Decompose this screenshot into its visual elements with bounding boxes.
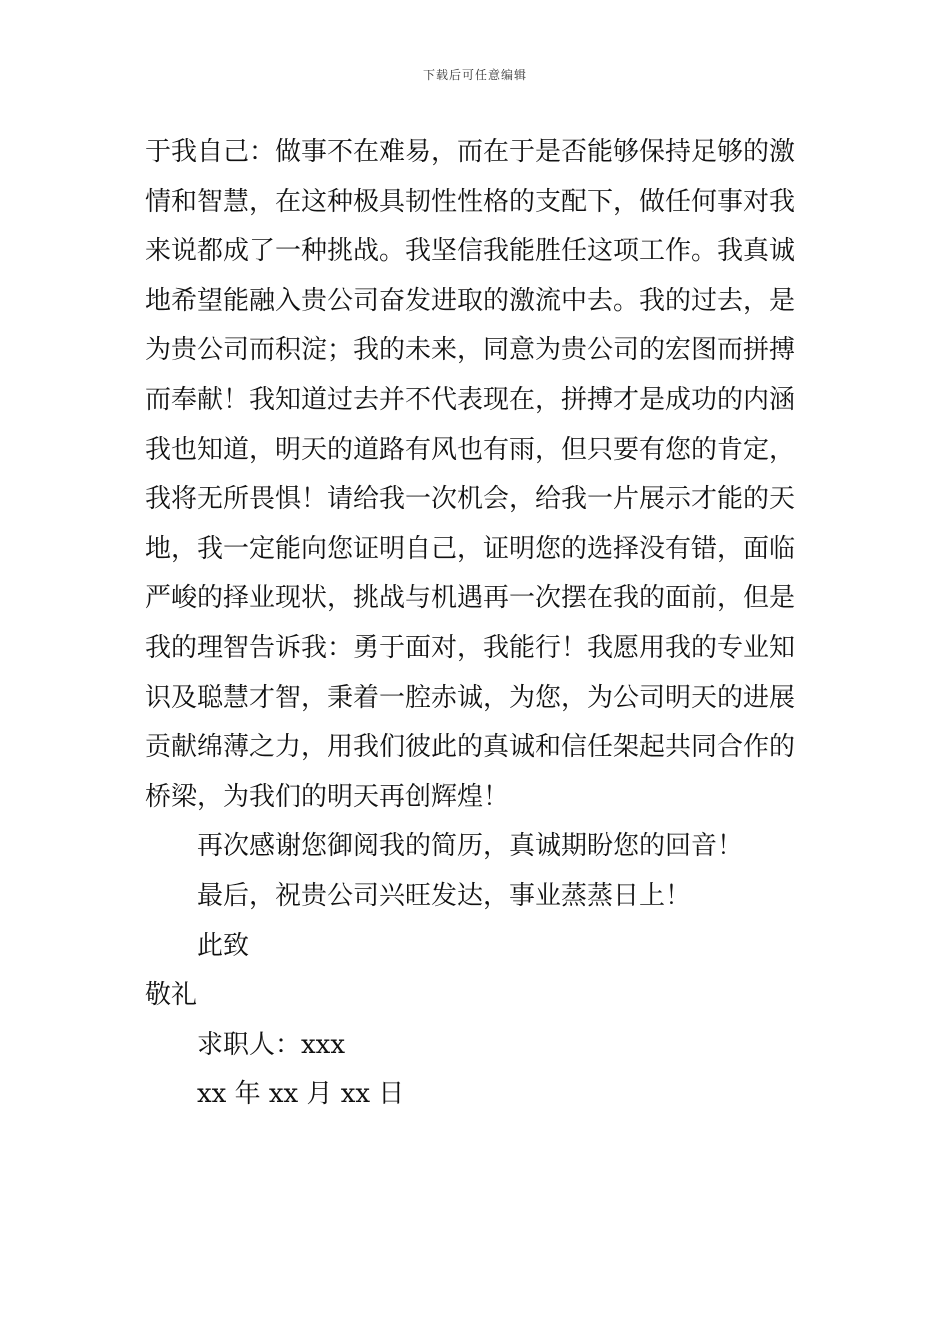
paragraph-line: 识及聪慧才智，秉着一腔赤诚，为您，为公司明天的进展 bbox=[145, 682, 796, 713]
paragraph-line: 地希望能融入贵公司奋发进取的激流中去。我的过去，是 bbox=[145, 285, 796, 316]
paragraph-line: 我将无所畏惧！请给我一次机会，给我一片展示才能的天 bbox=[145, 484, 796, 515]
paragraph-line: 地，我一定能向您证明自己，证明您的选择没有错，面临 bbox=[145, 533, 796, 564]
wishes-line: 最后，祝贵公司兴旺发达，事业蒸蒸日上！ bbox=[197, 880, 692, 911]
page-header: 下载后可任意编辑 bbox=[422, 68, 527, 82]
paragraph-line: 为贵公司而积淀；我的未来，同意为贵公司的宏图而拼搏 bbox=[145, 335, 796, 366]
letter-body bbox=[145, 128, 807, 1120]
paragraph-line: 贡献绵薄之力，用我们彼此的真诚和信任架起共同合作的 bbox=[145, 732, 796, 763]
paragraph-line: 桥梁，为我们的明天再创辉煌！ bbox=[145, 781, 510, 812]
paragraph-line: 情和智慧，在这种极具韧性性格的支配下，做任何事对我 bbox=[145, 186, 796, 217]
date-line: xx 年 xx 月 xx 日 bbox=[197, 1079, 405, 1110]
signature-line: 求职人：xxx bbox=[197, 1029, 345, 1060]
paragraph-line: 我也知道，明天的道路有风也有雨，但只要有您的肯定， bbox=[145, 434, 796, 465]
closing-line: 此致 bbox=[197, 930, 250, 961]
paragraph-line: 来说都成了一种挑战。我坚信我能胜任这项工作。我真诚 bbox=[145, 236, 796, 267]
thanks-line: 再次感谢您御阅我的简历，真诚期盼您的回音！ bbox=[197, 831, 744, 862]
paragraph-line: 我的理智告诉我：勇于面对，我能行！我愿用我的专业知 bbox=[145, 632, 796, 663]
paragraph-line: 于我自己：做事不在难易，而在于是否能够保持足够的激 bbox=[145, 137, 796, 167]
paragraph-line: 而奉献！我知道过去并不代表现在，拼搏才是成功的内涵 bbox=[145, 384, 796, 415]
paragraph-line: 严峻的择业现状，挑战与机遇再一次摆在我的面前，但是 bbox=[145, 583, 796, 614]
salute-line: 敬礼 bbox=[145, 980, 198, 1011]
